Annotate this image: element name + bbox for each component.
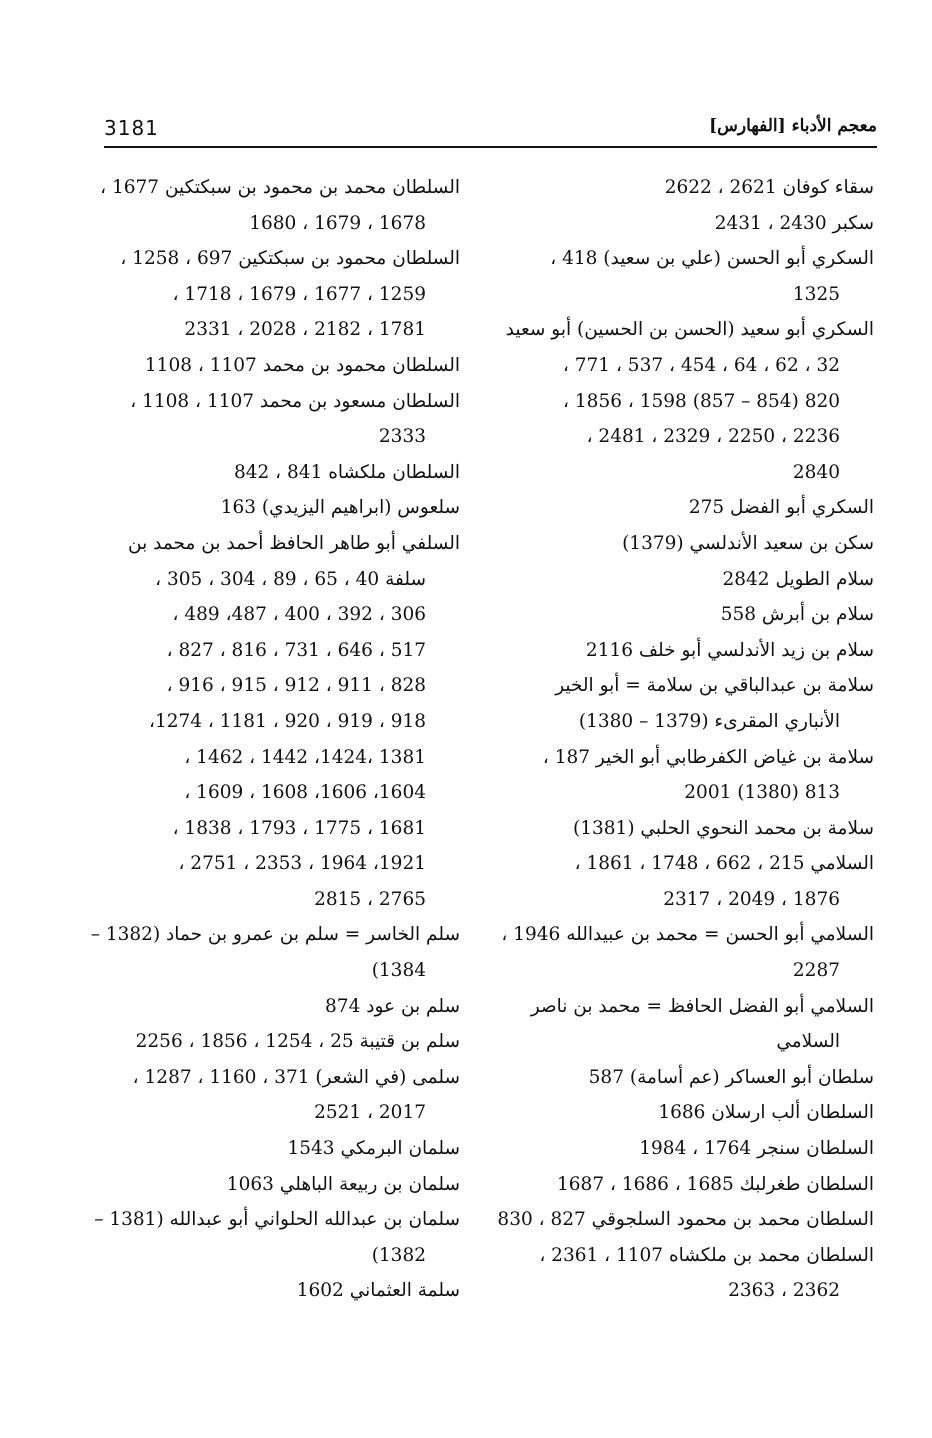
index-entry: [500, 668, 874, 739]
index-entry-continuation: سلفة 40 ، 65 ، 89 ، 304 ، 305 ،: [155, 568, 426, 590]
page-number: 3181: [104, 116, 159, 140]
index-entry-head: سلامة بن محمد النحوي الحلبي (1381): [573, 817, 874, 839]
index-entry-head: سلم الخاسر = سلم بن عمرو بن حماد (1382 –: [90, 924, 460, 946]
index-entry-head: سلامة بن عبدالباقي بن سلامة = أبو الخير: [555, 675, 874, 697]
index-entry-head: سلطان أبو العساكر (عم أسامة) 587: [588, 1066, 874, 1088]
index-entry: [500, 597, 874, 633]
index-entry-continuation: 1921، 1964 ، 2353 ، 2751 ،: [178, 853, 426, 875]
index-entry: [500, 917, 874, 988]
index-entry: [500, 206, 874, 242]
index-entry: [500, 562, 874, 598]
index-entry-head: سلعوس (ابراهيم اليزيدي) 163: [220, 497, 460, 519]
index-entry-head: السلطان محمد بن محمود السلجوقي 827 ، 830: [497, 1209, 874, 1231]
index-entry-head: السكري أبو الحسن (علي بن سعيد) 418 ،: [550, 248, 874, 270]
index-entry: [500, 633, 874, 669]
index-entry: [104, 1131, 460, 1167]
index-entry-continuation: 1681 ، 1775 ، 1793 ، 1838 ،: [172, 817, 426, 839]
index-entry: [90, 917, 460, 988]
index-entry-head: السلطان محمد بن محمود بن سبكتكين 1677 ،: [100, 177, 460, 198]
index-entry-head: السلطان ملكشاه 841 ، 842: [233, 461, 460, 483]
index-entry-continuation: 1259 ، 1677 ، 1679 ، 1718 ،: [172, 283, 426, 305]
index-entry: [500, 1167, 874, 1203]
index-entry-head: سكن بن سعيد الأندلسي (1379): [622, 532, 874, 554]
index-entry-head: سلم بن عود 874: [325, 995, 460, 1017]
page-header: [104, 116, 877, 146]
index-entry-head: السلطان ألب ارسلان 1686: [658, 1102, 874, 1124]
index-entry: [100, 170, 460, 241]
index-entry-head: سلم بن قتيبة 25 ، 1254 ، 1856 ، 2256: [135, 1031, 460, 1053]
index-entry-head: السلطان محمد بن ملكشاه 1107 ، 2361 ،: [539, 1244, 874, 1266]
index-entry: [500, 241, 874, 312]
index-entry: [500, 811, 874, 847]
index-entry: [104, 455, 460, 491]
index-entry-continuation: 2236 ، 2250 ، 2329 ، 2481 ،: [586, 426, 840, 448]
index-entry-continuation: 1384): [371, 960, 426, 982]
index-entry: [500, 1131, 874, 1167]
index-entry: [104, 1273, 460, 1309]
index-entry-continuation: 1678 ، 1679 ، 1680: [249, 212, 426, 234]
index-entry-continuation: الأنباري المقرىء (1379 – 1380): [578, 710, 840, 732]
index-entry-head: سلام بن أبرش 558: [720, 604, 874, 626]
index-entry: [500, 989, 874, 1060]
index-entry-continuation: 820 (854 – 857) 1598 ، 1856 ،: [563, 390, 840, 412]
index-entry: [104, 490, 460, 526]
index-entry-continuation: 32 ، 62 ، 64 ، 454 ، 537 ، 771 ،: [562, 354, 840, 376]
index-entry: [104, 348, 460, 384]
index-entry-head: السلطان محمود بن سبكتكين 697 ، 1258 ،: [120, 248, 460, 270]
index-entry-head: سلمان بن ربيعة الباهلي 1063: [226, 1173, 460, 1195]
index-entry: [104, 1167, 460, 1203]
index-entry-head: السلامي أبو الحسن = محمد بن عبيدالله 1946 ،: [501, 924, 874, 946]
index-entry-head: السلطان طغرلبك 1685 ، 1686 ، 1687: [557, 1173, 874, 1195]
index-entry: [104, 384, 460, 455]
index-entry: [500, 312, 874, 490]
index-entry-continuation: 2287: [792, 960, 840, 982]
index-entry-continuation: 306 ، 392 ، 400 ، 487، 489 ،: [172, 604, 426, 626]
index-entry-head: سكبر 2430 ، 2431: [714, 212, 874, 234]
index-entry-head: السلطان مسعود بن محمد 1107 ، 1108 ،: [130, 390, 460, 412]
index-entry: [104, 241, 460, 348]
index-entry-head: السلفي أبو طاهر الحافظ أحمد بن محمد بن: [128, 532, 460, 554]
index-entry-continuation: 1382): [371, 1244, 426, 1266]
index-entry: [94, 1202, 460, 1273]
index-entry: [500, 846, 874, 917]
index-entry-continuation: 813 (1380) 2001: [684, 782, 840, 804]
index-entry-head: السكري أبو سعيد (الحسن بن الحسين) أبو سعيد: [505, 319, 874, 341]
index-entry-head: سلمان بن عبدالله الحلواني أبو عبدالله (1381 –: [94, 1209, 460, 1231]
index-entry: [104, 1060, 460, 1131]
index-entry: [500, 490, 874, 526]
index-entry-head: سلمان البرمكي 1543: [287, 1138, 460, 1160]
index-entry-continuation: 1381 ،1424، 1442 ، 1462 ،: [184, 746, 426, 768]
index-entry-head: السكري أبو الفضل 275: [688, 497, 874, 519]
index-entry-head: سلامة بن غياض الكفرطابي أبو الخير 187 ،: [542, 746, 874, 768]
index-column-left: [90, 170, 460, 1309]
index-entry: [500, 1095, 874, 1131]
index-entry: [497, 1202, 874, 1238]
index-entry-head: السلطان محمود بن محمد 1107 ، 1108: [144, 354, 460, 376]
index-entry: [104, 526, 460, 918]
index-entry: [500, 1238, 874, 1309]
index-entry: [500, 526, 874, 562]
header-rule: [104, 146, 877, 148]
index-entry-continuation: 1325: [792, 283, 840, 305]
index-entry-head: السلامي أبو الفضل الحافظ = محمد بن ناصر: [530, 995, 874, 1017]
index-entry-continuation: 2765 ، 2815: [314, 888, 426, 910]
index-entry-continuation: 2017 ، 2521: [314, 1102, 426, 1124]
index-entry-continuation: 2840: [792, 461, 840, 483]
index-entry-head: سلمة العثماني 1602: [296, 1280, 460, 1302]
index-entry-head: سقاء كوفان 2621 ، 2622: [664, 177, 874, 198]
running-title: معجم الأدباء [الفهارس]: [709, 116, 877, 136]
index-entry-head: سلام بن زيد الأندلسي أبو خلف 2116: [585, 639, 874, 661]
index-entry-continuation: 2362 ، 2363: [728, 1280, 840, 1302]
index-entry: [104, 1024, 460, 1060]
index-entry-head: سلمى (في الشعر) 371 ، 1160 ، 1287 ،: [132, 1066, 460, 1088]
index-entry-continuation: 517 ، 646 ، 731 ، 816 ، 827 ،: [166, 639, 426, 661]
index-entry-head: السلامي 215 ، 662 ، 1748 ، 1861 ،: [574, 853, 874, 875]
index-entry: [104, 989, 460, 1025]
index-entry-head: السلطان سنجر 1764 ، 1984: [639, 1138, 874, 1160]
index-entry-continuation: 918 ، 919 ، 920 ، 1181 ، 1274،: [148, 710, 426, 732]
index-entry-continuation: 2333: [378, 426, 426, 448]
index-entry-continuation: 828 ، 911 ، 912 ، 915 ، 916 ،: [166, 675, 426, 697]
index-entry: [500, 170, 874, 206]
index-entry-head: سلام الطويل 2842: [722, 568, 874, 590]
index-entry: [500, 740, 874, 811]
index-entry-continuation: 1604، 1606، 1608 ، 1609 ،: [184, 782, 426, 804]
index-entry-continuation: 1876 ، 2049 ، 2317: [663, 888, 840, 910]
index-entry-continuation: 1781 ، 2182 ، 2028 ، 2331: [184, 319, 426, 341]
index-entry-continuation: السلامي: [776, 1031, 840, 1053]
index-entry: [500, 1060, 874, 1096]
index-column-right: [497, 170, 874, 1309]
